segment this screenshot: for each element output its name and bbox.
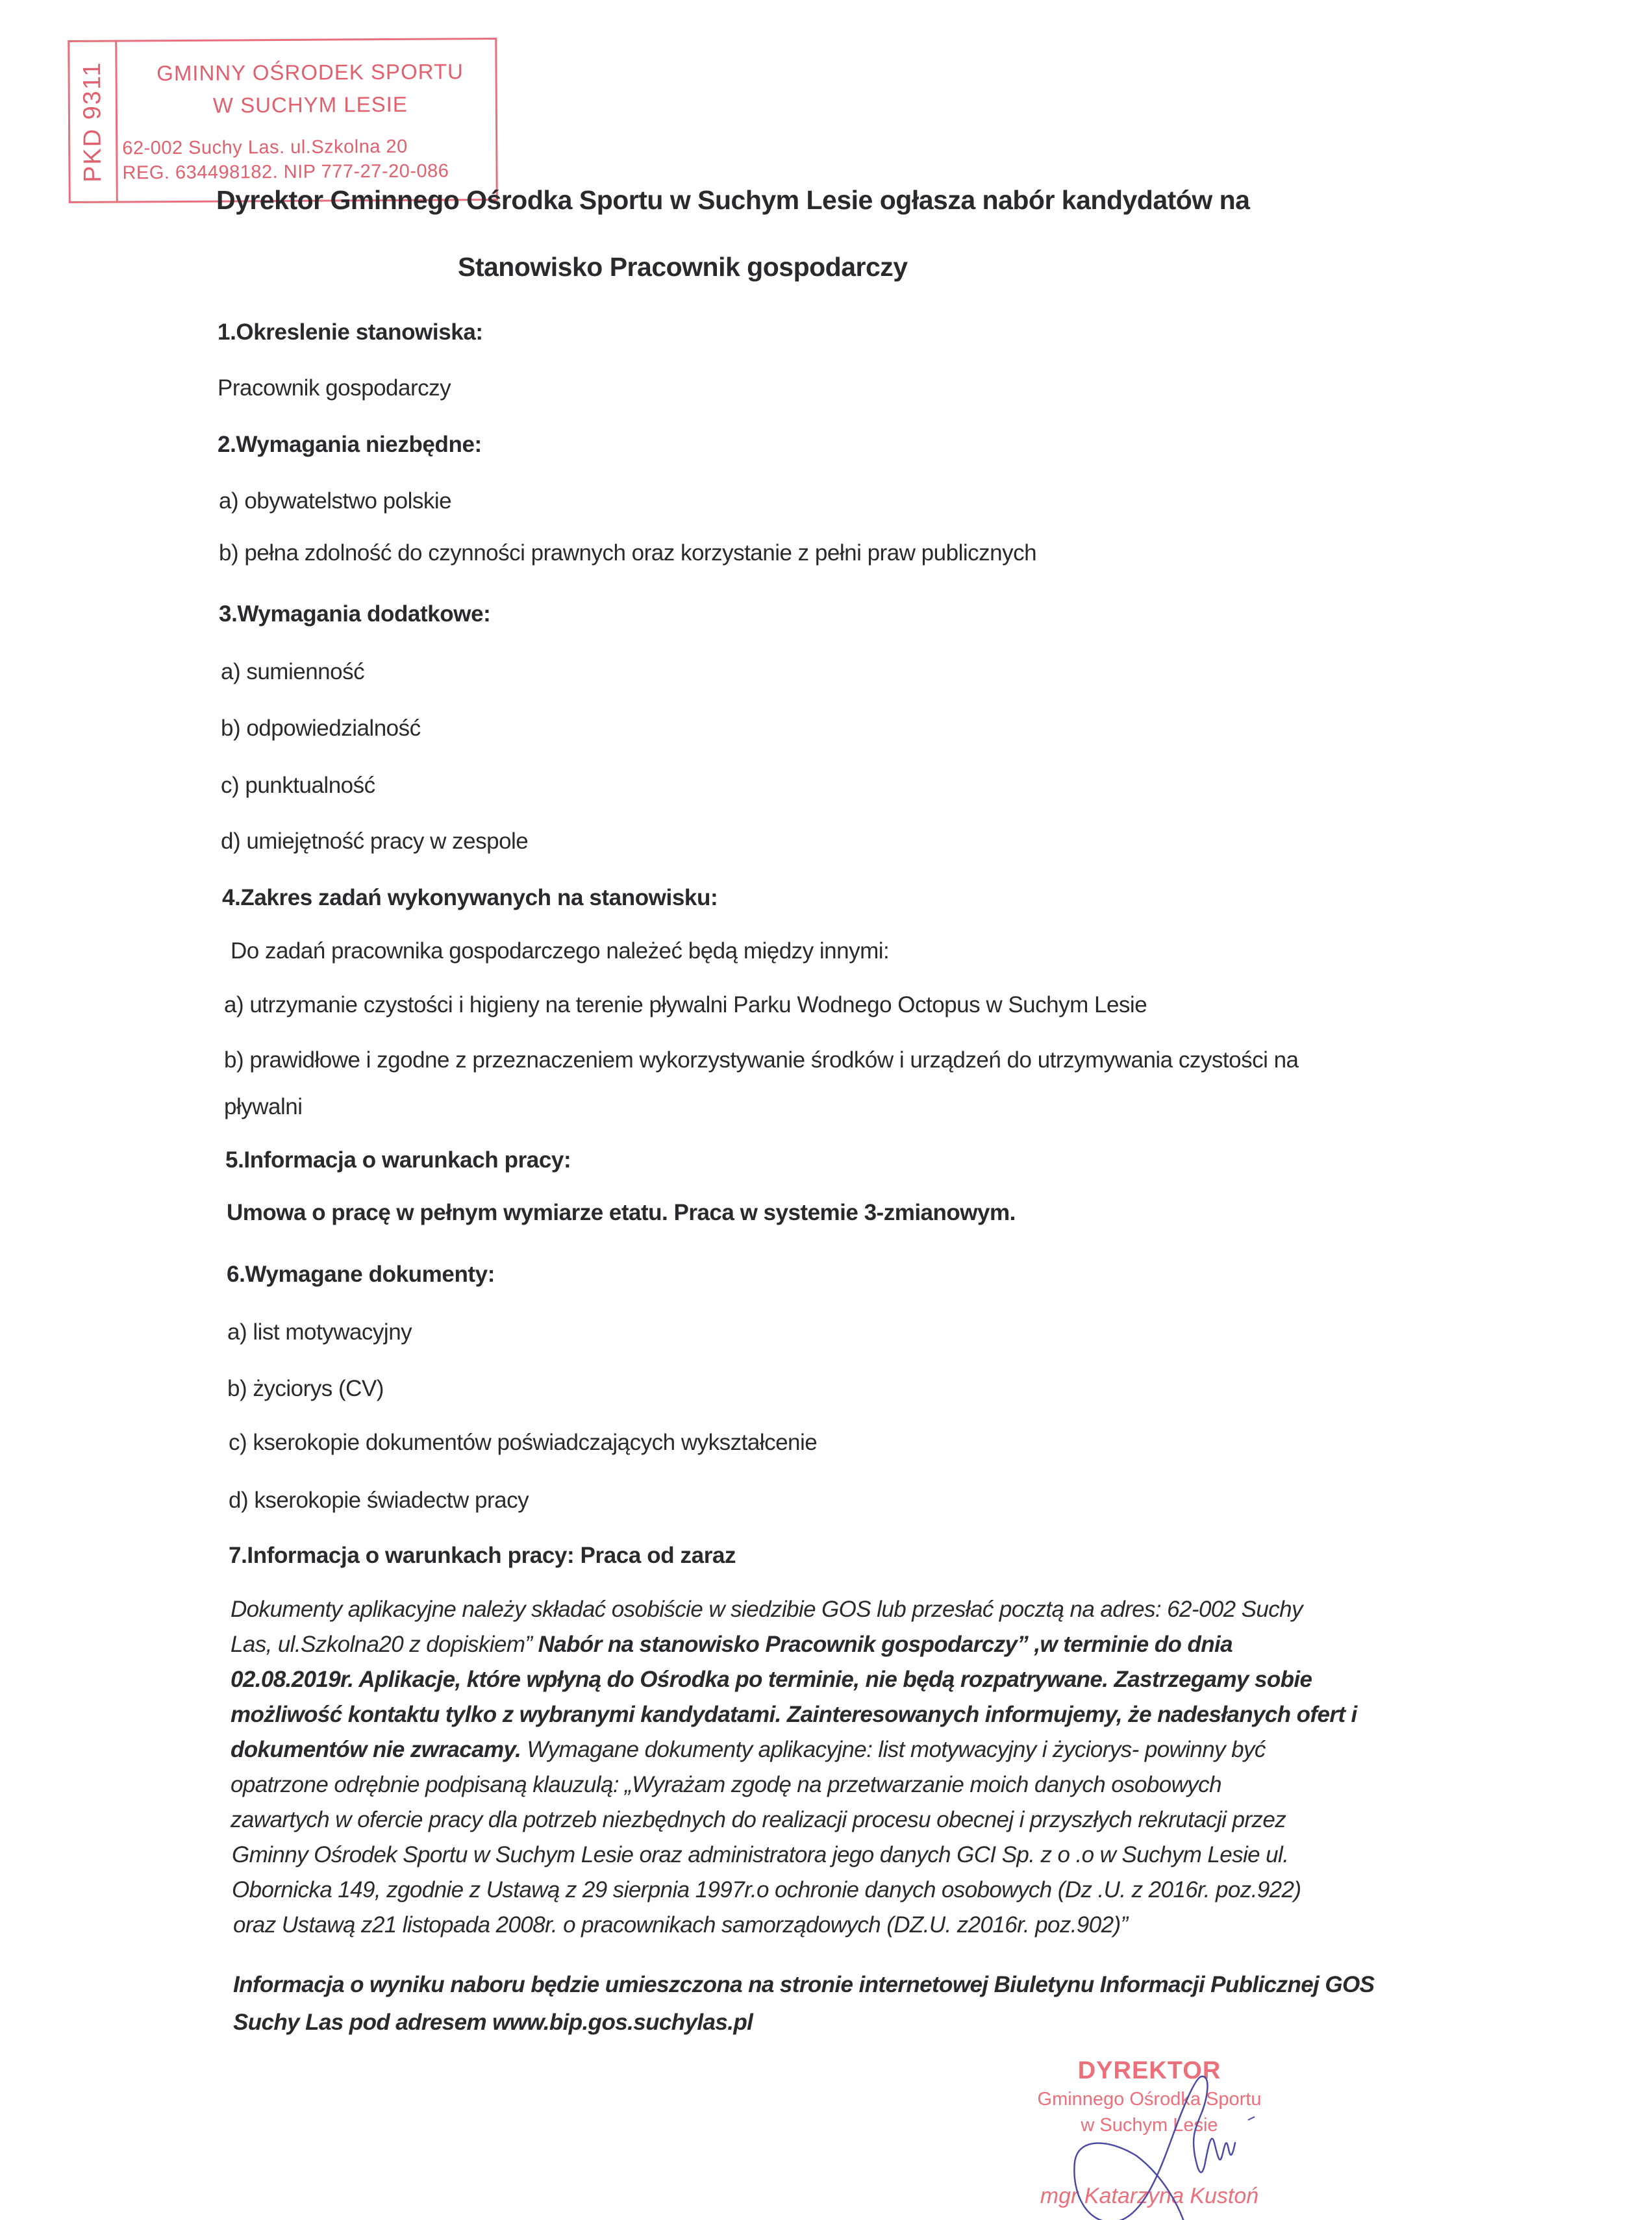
paragraph-line (231, 1702, 1357, 1728)
paragraph-run-bold: Nabór na stanowisko Pracownik gospodarczy” ,w terminie do dnia (538, 1632, 1233, 1657)
section-6-heading: 6.Wymagane dokumenty: (227, 1262, 495, 1287)
stamp-org-location: W SUCHYM LESIE (212, 92, 408, 118)
handwritten-signature-icon (1000, 2052, 1299, 2220)
section-2-item-a: a) obywatelstwo polskie (219, 488, 452, 514)
paragraph-line (231, 1667, 1312, 1693)
section-3-item-b: b) odpowiedzialność (221, 716, 421, 741)
stamp-org-name: GMINNY OŚRODEK SPORTU (156, 59, 464, 86)
paragraph-run: oraz Ustawą z21 listopada 2008r. o pracownikach samorządowych (DZ.U. z2016r. poz.902)” (233, 1912, 1128, 1938)
section-1-heading: 1.Okreslenie stanowiska: (218, 319, 483, 345)
section-4-item-b-cont: pływalni (224, 1094, 303, 1119)
section-3-heading: 3.Wymagania dodatkowe: (219, 601, 491, 627)
section-6-item-c: c) kserokopie dokumentów poświadczających wykształcenie (229, 1430, 818, 1455)
section-3-item-a: a) sumienność (221, 659, 365, 684)
paragraph-run: Gminny Ośrodek Sportu w Suchym Lesie oraz administratora jego danych GCI Sp. z o .o w Suchym Lesie ul. (232, 1842, 1289, 1867)
paragraph-line (231, 1807, 1286, 1833)
section-3-item-d: d) umiejętność pracy w zespole (221, 829, 529, 854)
section-2-item-b: b) pełna zdolność do czynności prawnych oraz korzystanie z pełni praw publicznych (219, 540, 1037, 566)
paragraph-line (232, 1842, 1288, 1868)
director-stamp-location: w Suchym Lesie (1081, 2115, 1218, 2136)
paragraph-line (231, 1597, 1303, 1623)
stamp-address: 62-002 Suchy Las. ul.Szkolna 20 (122, 136, 408, 159)
section-4-heading: 4.Zakres zadań wykonywanych na stanowisku: (222, 885, 718, 910)
result-info-line-2: Suchy Las pod adresem www.bip.gos.suchylas.pl (233, 2010, 753, 2035)
paragraph-line (232, 1877, 1301, 1903)
paragraph-run: Dokumenty aplikacyjne należy składać osobiście w siedzibie GOS lub przesłać pocztą na adres: 62-002 Suchy (231, 1597, 1303, 1622)
section-6-item-a: a) list motywacyjny (227, 1319, 412, 1345)
section-5-heading: 5.Informacja o warunkach pracy: (225, 1147, 571, 1173)
director-stamp-name: mgr Katarzyna Kustoń (1040, 2184, 1259, 2208)
organization-stamp (68, 38, 498, 203)
paragraph-line (231, 1737, 1266, 1763)
signature-dash (1248, 2117, 1255, 2120)
director-stamp-org: Gminnego Ośrodka Sportu (1037, 2089, 1262, 2110)
section-4-item-b: b) prawidłowe i zgodne z przeznaczeniem wykorzystywanie środków i urządzeń do utrzymywania czystości na (224, 1047, 1299, 1073)
document-title: Dyrektor Gminnego Ośrodka Sportu w Suchym Lesie ogłasza nabór kandydatów na (216, 185, 1250, 215)
signature-stroke (1074, 2077, 1235, 2220)
paragraph-line (231, 1772, 1221, 1798)
section-6-item-d: d) kserokopie świadectw pracy (229, 1488, 529, 1513)
paragraph-run: Las, ul.Szkolna20 z dopiskiem” (231, 1632, 538, 1657)
paragraph-run: Wymagane dokumenty aplikacyjne: list motywacyjny i życiorys- powinny być (521, 1737, 1266, 1762)
paragraph-run: Obornicka 149, zgodnie z Ustawą z 29 sierpnia 1997r.o ochronie danych osobowych (Dz .U. z 2016r. poz.922) (232, 1877, 1301, 1902)
section-7-heading: 7.Informacja o warunkach pracy: Praca od zaraz (229, 1543, 736, 1568)
paragraph-run-bold: 02.08.2019r. Aplikacje, które wpłyną do Ośrodka po terminie, nie będą rozpatrywane. Zastrzegamy sobie (231, 1667, 1312, 1692)
stamp-pkd-code: PKD 9311 (78, 60, 107, 182)
result-info-line-1: Informacja o wyniku naboru będzie umieszczona na stronie internetowej Biuletynu Informacji Publicznej GOS (233, 1972, 1375, 1997)
section-4-item-a: a) utrzymanie czystości i higieny na terenie pływalni Parku Wodnego Octopus w Suchym Lesie (224, 992, 1147, 1017)
paragraph-line (233, 1912, 1128, 1938)
paragraph-run: opatrzone odrębnie podpisaną klauzulą: „Wyrażam zgodę na przetwarzanie moich danych osobowych (231, 1772, 1221, 1797)
section-2-heading: 2.Wymagania niezbędne: (218, 432, 482, 457)
section-1-item: Pracownik gospodarczy (218, 375, 451, 401)
section-3-item-c: c) punktualność (221, 773, 375, 798)
section-5-text: Umowa o pracę w pełnym wymiarze etatu. Praca w systemie 3-zmianowym. (227, 1200, 1016, 1225)
paragraph-run-bold: możliwość kontaktu tylko z wybranymi kandydatami. Zainteresowanych informujemy, że nadesłanych ofert i (231, 1702, 1357, 1727)
paragraph-line (231, 1632, 1233, 1658)
director-stamp-title: DYREKTOR (1077, 2057, 1221, 2084)
paragraph-run: zawartych w ofercie pracy dla potrzeb niezbędnych do realizacji procesu obecnej i przyszłych rekrutacji przez (231, 1807, 1286, 1832)
paragraph-run-bold: dokumentów nie zwracamy. (231, 1737, 521, 1762)
stamp-registration: REG. 634498182. NIP 777-27-20-086 (122, 160, 449, 184)
stamp-side-panel (69, 42, 118, 201)
section-4-intro: Do zadań pracownika gospodarczego należeć będą między innymi: (231, 938, 890, 964)
section-6-item-b: b) życiorys (CV) (227, 1376, 384, 1401)
document-subtitle: Stanowisko Pracownik gospodarczy (458, 252, 908, 282)
